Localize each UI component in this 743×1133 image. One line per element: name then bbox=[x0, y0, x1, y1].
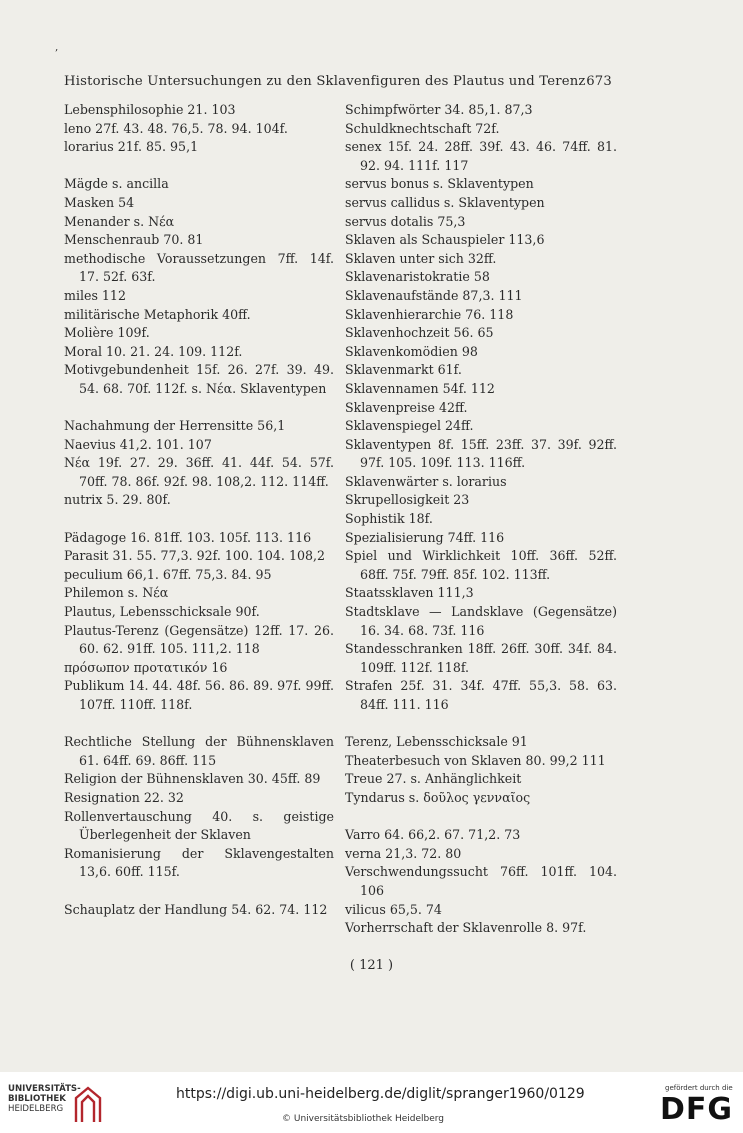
index-entry: Mägde s. ancilla bbox=[64, 176, 169, 192]
index-entry: Treue 27. s. Anhänglichkeit bbox=[345, 771, 522, 787]
index-entry: Rechtliche Stellung der Bühnensklaven 61. 64ff. 69. 86ff. 115 bbox=[64, 734, 334, 768]
index-entry: servus bonus s. Sklaventypen bbox=[345, 176, 534, 192]
index-entry: Tyndarus s. δοῦλος γενναῖος bbox=[345, 789, 531, 805]
index-entry: vilicus 65,5. 74 bbox=[345, 901, 442, 917]
index-entry: Varro 64. 66,2. 67. 71,2. 73 bbox=[345, 827, 521, 843]
index-entry: lorarius 21f. 85. 95,1 bbox=[64, 139, 199, 155]
index-entry: methodische Voraussetzungen 7ff. 14f. 17. 52f. 63f. bbox=[64, 250, 334, 285]
funder-note: gefördert durch die bbox=[665, 1084, 733, 1092]
index-entry: Stadtsklave — Landsklave (Gegensätze) 16. 34. 68. 73f. 116 bbox=[345, 604, 617, 638]
index-entry: Sklavenspiegel 24ff. bbox=[345, 418, 474, 434]
index-entry: Nachahmung der Herrensitte 56,1 bbox=[64, 418, 286, 434]
index-entry: Schuldknechtschaft 72f. bbox=[345, 120, 500, 136]
index-entry: Sophistik 18f. bbox=[345, 511, 433, 527]
index-entry: servus dotalis 75,3 bbox=[345, 213, 466, 229]
index-entry: Religion der Bühnensklaven 30. 45ff. 89 bbox=[64, 771, 321, 787]
index-entry: Sklaven als Schauspieler 113,6 bbox=[345, 232, 545, 248]
index-entry: Plautus-Terenz (Gegensätze) 12ff. 17. 26. 60. 62. 91ff. 105. 111,2. 118 bbox=[64, 622, 334, 657]
index-entry: Sklavenpreise 42ff. bbox=[345, 399, 468, 415]
library-name-line1: UNIVERSITÄTS- bbox=[8, 1084, 81, 1094]
index-entry: verna 21,3. 72. 80 bbox=[345, 845, 462, 861]
index-entry: Spiel und Wirklichkeit 10ff. 36ff. 52ff. 68ff. 75f. 79ff. 85f. 102. 113ff. bbox=[345, 548, 617, 582]
library-logo[interactable] bbox=[8, 1084, 81, 1114]
index-entry: Menander s. Νέα bbox=[64, 213, 175, 229]
index-entry: πρόσωπον προτατικόν 16 bbox=[64, 659, 228, 675]
index-entry: Vorherrschaft der Sklavenrolle 8. 97f. bbox=[345, 920, 587, 936]
index-entry: Romanisierung der Sklavengestalten 13,6. 60ff. 115f. bbox=[64, 845, 334, 880]
section-gap bbox=[345, 808, 617, 827]
index-entry: Terenz, Lebensschicksale 91 bbox=[345, 734, 528, 750]
index-entry: Schauplatz der Handlung 54. 62. 74. 112 bbox=[64, 901, 328, 917]
index-entry: Skrupellosigkeit 23 bbox=[345, 492, 470, 508]
index-entry: Sklavennamen 54f. 112 bbox=[345, 380, 495, 396]
section-gap bbox=[64, 882, 334, 901]
dfg-logo[interactable]: DFG bbox=[660, 1092, 734, 1127]
index-entry: Staatssklaven 111,3 bbox=[345, 585, 474, 601]
index-entry: Sklavenaufstände 87,3. 111 bbox=[345, 287, 523, 303]
index-entry: Menschenraub 70. 81 bbox=[64, 232, 204, 248]
section-gap bbox=[64, 510, 334, 529]
section-gap bbox=[64, 399, 334, 418]
index-entry: Sklaventypen 8f. 15ff. 23ff. 37. 39f. 92ff. 97f. 105. 109f. 113. 116ff. bbox=[345, 436, 617, 471]
index-entry: Pädagoge 16. 81ff. 103. 105f. 113. 116 bbox=[64, 529, 312, 545]
section-gap bbox=[345, 715, 617, 734]
index-column-left bbox=[64, 101, 334, 919]
scan-mark: ‚ bbox=[55, 42, 59, 53]
index-entry: Publikum 14. 44. 48f. 56. 86. 89. 97f. 99ff. 107ff. 110ff. 118f. bbox=[64, 678, 334, 712]
index-entry: Strafen 25f. 31. 34f. 47ff. 55,3. 58. 63. 84ff. 111. 116 bbox=[345, 678, 617, 712]
index-entry: Molière 109f. bbox=[64, 325, 150, 341]
index-entry: Sklavenmarkt 61f. bbox=[345, 362, 462, 378]
index-entry: servus callidus s. Sklaventypen bbox=[345, 194, 545, 210]
index-entry: nutrix 5. 29. 80f. bbox=[64, 492, 171, 508]
library-name-line2: BIBLIOTHEK bbox=[8, 1094, 66, 1104]
index-entry: Lebensphilosophie 21. 103 bbox=[64, 102, 236, 117]
index-entry: peculium 66,1. 67ff. 75,3. 84. 95 bbox=[64, 566, 272, 582]
index-entry: Spezialisierung 74ff. 116 bbox=[345, 529, 505, 545]
index-entry: Standesschranken 18ff. 26ff. 30ff. 34f. 84. 109ff. 112f. 118f. bbox=[345, 641, 617, 675]
index-entry: miles 112 bbox=[64, 287, 126, 303]
index-entry: Masken 54 bbox=[64, 194, 135, 210]
index-entry: militärische Metaphorik 40ff. bbox=[64, 306, 251, 322]
index-entry: Resignation 22. 32 bbox=[64, 789, 184, 805]
index-entry: leno 27f. 43. 48. 76,5. 78. 94. 104f. bbox=[64, 120, 288, 136]
running-head bbox=[64, 74, 612, 89]
copyright-notice: © Universitätsbibliothek Heidelberg bbox=[282, 1114, 445, 1124]
index-entry: Sklavenhierarchie 76. 118 bbox=[345, 306, 514, 322]
index-entry: Motivgebundenheit 15f. 26. 27f. 39. 49. 54. 68. 70f. 112f. s. Νέα. Sklaventypen bbox=[64, 362, 334, 396]
library-name bbox=[8, 1084, 81, 1114]
index-entry: Verschwendungssucht 76ff. 101ff. 104. 106 bbox=[345, 864, 617, 898]
section-gap bbox=[64, 157, 334, 176]
index-entry: Sklavenhochzeit 56. 65 bbox=[345, 325, 494, 341]
index-entry: Sklavenwärter s. lorarius bbox=[345, 473, 507, 489]
permalink-url[interactable]: https://digi.ub.uni-heidelberg.de/diglit/spranger1960/0129 bbox=[176, 1086, 585, 1102]
index-entry: Plautus, Lebensschicksale 90f. bbox=[64, 604, 260, 620]
running-head-page-number: 673 bbox=[586, 74, 612, 89]
index-entry: Philemon s. Νέα bbox=[64, 585, 169, 601]
section-gap bbox=[64, 715, 334, 734]
index-entry: Moral 10. 21. 24. 109. 112f. bbox=[64, 343, 243, 359]
index-entry: Naevius 41,2. 101. 107 bbox=[64, 436, 212, 452]
index-entry: Sklavenaristokratie 58 bbox=[345, 269, 490, 285]
index-entry: Schimpfwörter 34. 85,1. 87,3 bbox=[345, 102, 533, 117]
index-entry: Sklaven unter sich 32ff. bbox=[345, 250, 497, 266]
index-entry: Parasit 31. 55. 77,3. 92f. 100. 104. 108,2 bbox=[64, 548, 325, 564]
library-name-line3: HEIDELBERG bbox=[8, 1104, 64, 1114]
index-entry: Rollenvertauschung 40. s. geistige Überlegenheit der Sklaven bbox=[64, 808, 334, 843]
running-head-title: Historische Untersuchungen zu den Sklavenfiguren des Plautus und Terenz bbox=[64, 74, 586, 89]
index-column-right bbox=[345, 101, 617, 938]
index-entry: Theaterbesuch von Sklaven 80. 99,2 111 bbox=[345, 752, 606, 768]
index-entry: Νέα 19f. 27. 29. 36ff. 41. 44f. 54. 57f. 70ff. 78. 86f. 92f. 98. 108,2. 112. 114ff. bbox=[64, 455, 334, 489]
index-entry: Sklavenkomödien 98 bbox=[345, 343, 478, 359]
index-entry: senex 15f. 24. 28ff. 39f. 43. 46. 74ff. 81. 92. 94. 111f. 117 bbox=[345, 139, 617, 173]
library-emblem-icon bbox=[74, 1084, 102, 1124]
folio: ( 121 ) bbox=[349, 958, 394, 973]
